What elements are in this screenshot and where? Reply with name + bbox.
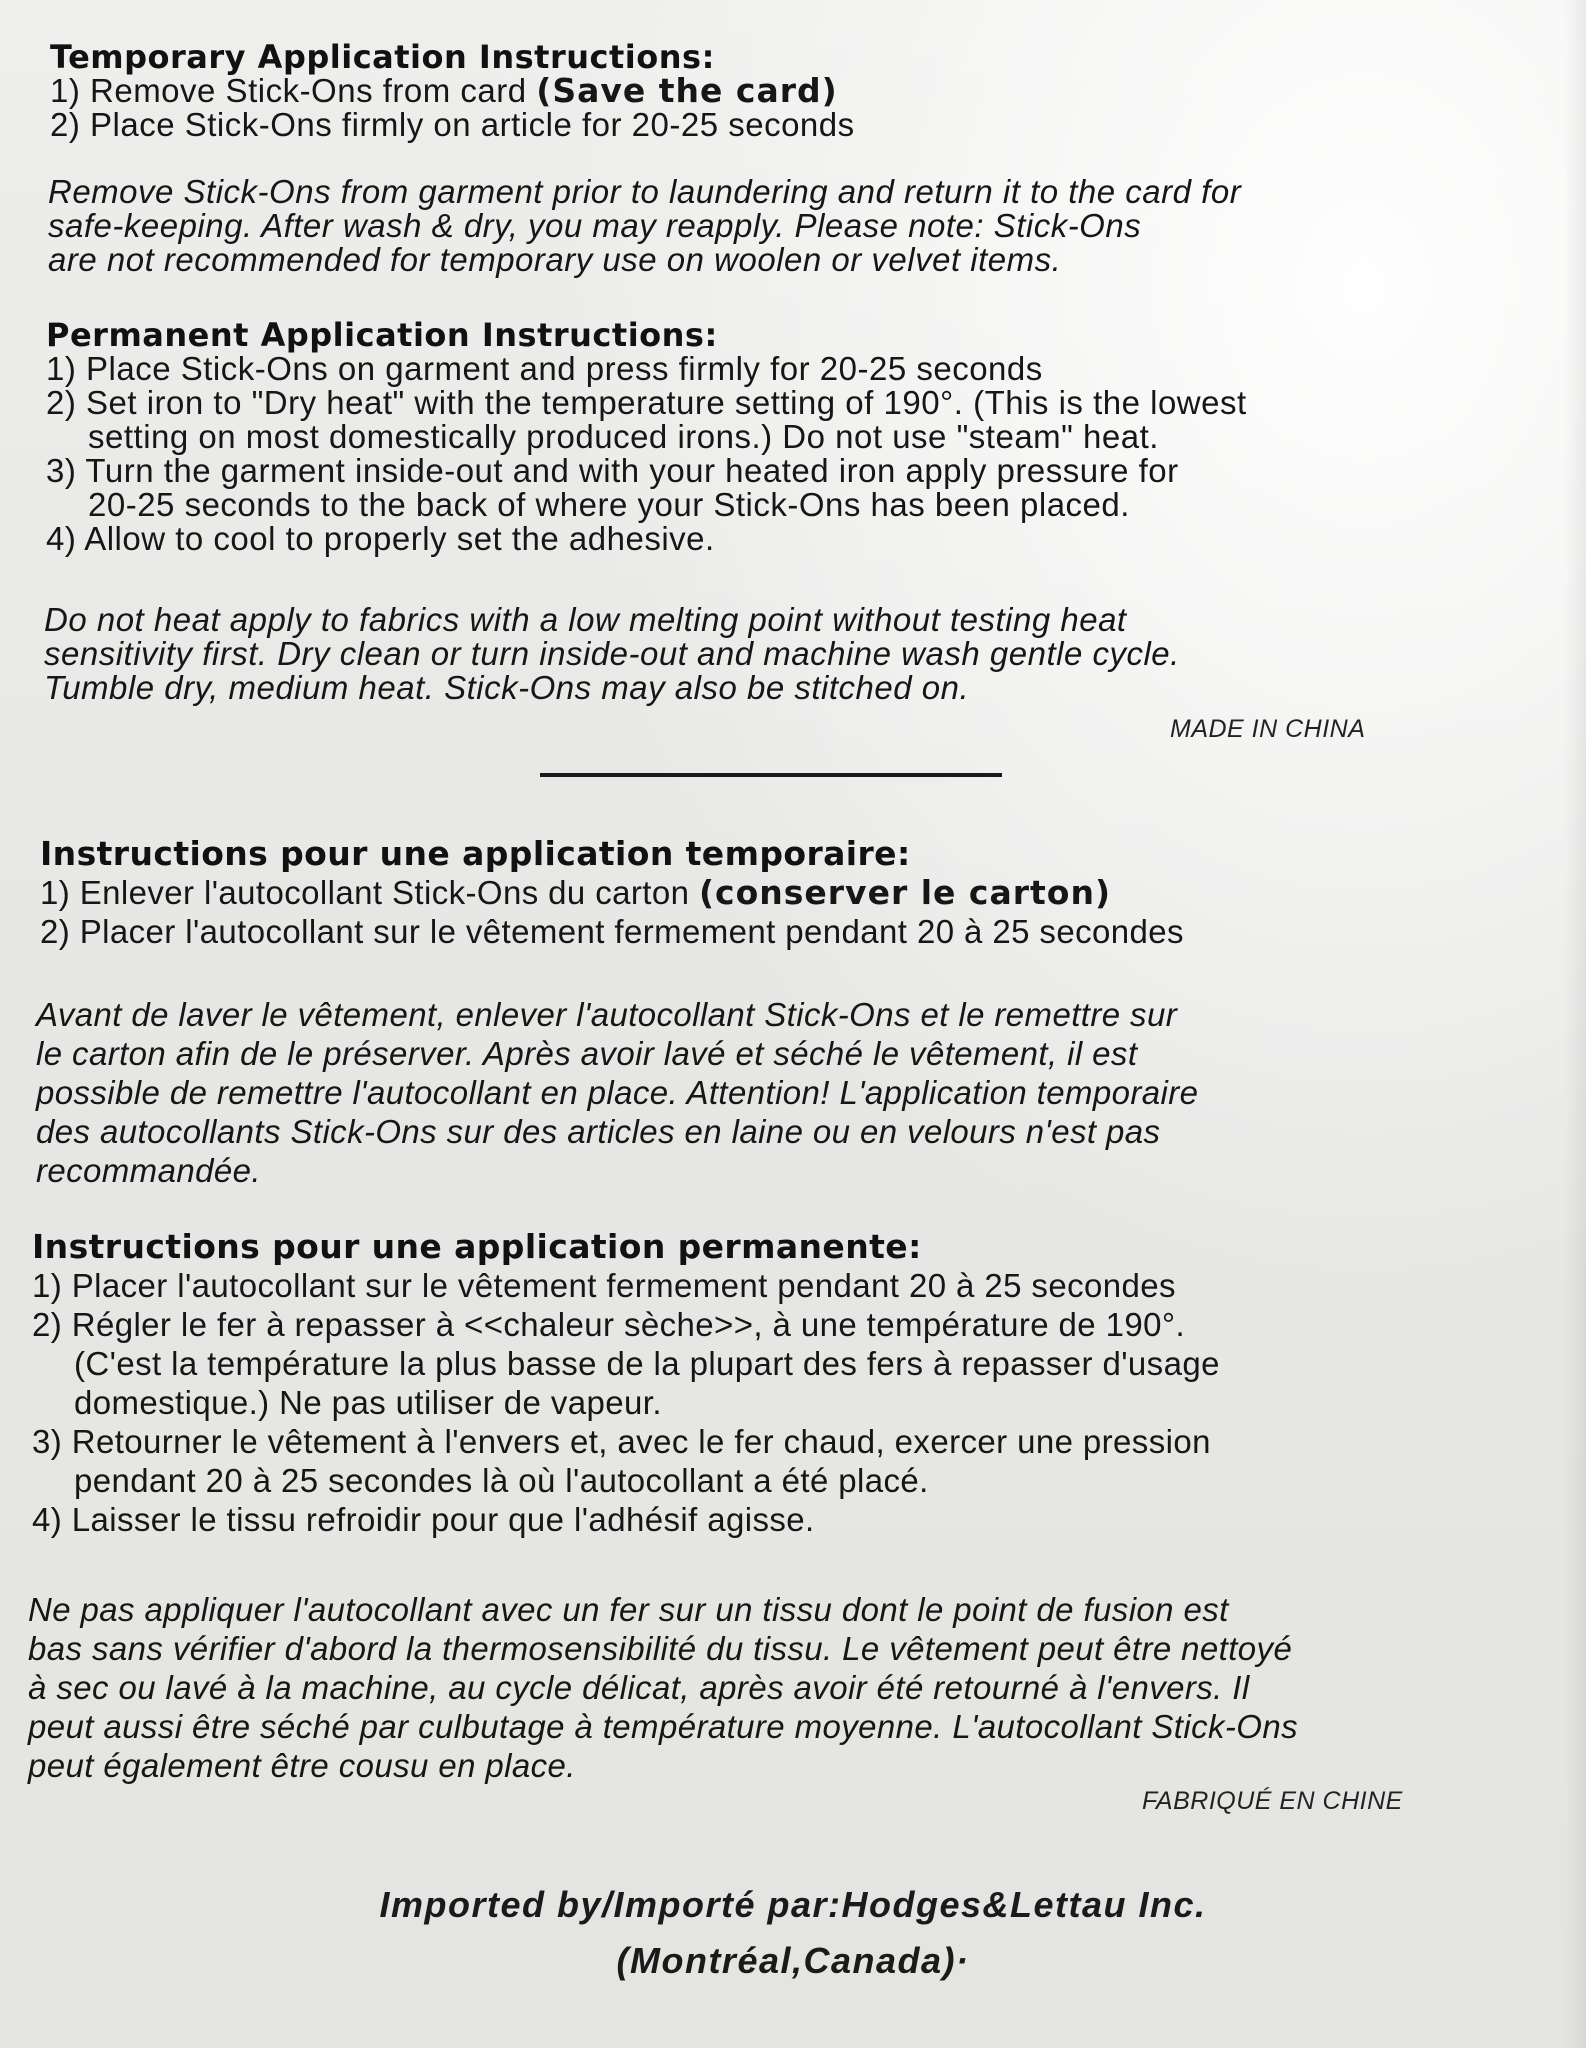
en-permanent-step-2-cont: setting on most domestically produced irons.) Do not use "steam" heat. <box>88 418 1159 455</box>
fr-permanent-step-3-cont: pendant 20 à 25 secondes là où l'autocollant a été placé. <box>74 1462 929 1499</box>
en-permanent-step-3: 3) Turn the garment inside-out and with your heated iron apply pressure for <box>46 452 1179 489</box>
fr-origin-label: FABRIQUÉ EN CHINE <box>1142 1787 1403 1815</box>
section-divider <box>540 773 1002 777</box>
en-temporary-section <box>50 40 855 142</box>
fr-temporary-section <box>40 834 1184 951</box>
en-temporary-heading: Temporary Application Instructions: <box>50 38 715 76</box>
en-laundering-note-line: safe-keeping. After wash & dry, you may reapply. Please note: Stick-Ons <box>48 207 1142 244</box>
en-permanent-section <box>46 318 1247 556</box>
fr-permanent-step-1: 1) Placer l'autocollant sur le vêtement fermement pendant 20 à 25 secondes <box>32 1267 1176 1304</box>
fr-permanent-step-2-cont: domestique.) Ne pas utiliser de vapeur. <box>74 1384 662 1421</box>
fr-heat-note-line: peut également être cousu en place. <box>28 1747 576 1784</box>
fr-laundering-note <box>36 995 1198 1190</box>
en-origin-label: MADE IN CHINA <box>1170 715 1366 743</box>
en-laundering-note <box>48 175 1241 277</box>
en-temporary-step-1-emphasis: (Save the card) <box>536 71 838 110</box>
fr-laundering-note-line: des autocollants Stick-Ons sur des articles en laine ou en velours n'est pas <box>36 1113 1161 1150</box>
en-heat-note <box>44 603 1180 705</box>
fr-permanent-step-2: 2) Régler le fer à repasser à <<chaleur sèche>>, à une température de 190°. <box>32 1306 1186 1343</box>
fr-temporary-step-1-emphasis: (conserver le carton) <box>698 873 1112 912</box>
fr-laundering-note-line: Avant de laver le vêtement, enlever l'autocollant Stick-Ons et le remettre sur <box>36 996 1178 1033</box>
en-permanent-heading: Permanent Application Instructions: <box>46 316 718 354</box>
en-laundering-note-line: are not recommended for temporary use on woolen or velvet items. <box>48 241 1062 278</box>
importer-location: (Montréal,Canada)· <box>616 1940 970 1981</box>
en-laundering-note-line: Remove Stick-Ons from garment prior to laundering and return it to the card for <box>48 173 1242 210</box>
fr-heat-note-line: peut aussi être séché par culbutage à température moyenne. L'autocollant Stick-Ons <box>28 1708 1298 1745</box>
fr-temporary-step-1 <box>40 873 1184 912</box>
importer-line: Imported by/Importé par:Hodges&Lettau Inc. <box>379 1884 1207 1925</box>
en-permanent-step-3-cont: 20-25 seconds to the back of where your Stick-Ons has been placed. <box>88 486 1130 523</box>
fr-heat-note-line: bas sans vérifier d'abord la thermosensibilité du tissu. Le vêtement peut être nettoyé <box>28 1630 1293 1667</box>
en-heat-note-line: Tumble dry, medium heat. Stick-Ons may also be stitched on. <box>44 669 970 706</box>
en-temporary-step-1-text: 1) Remove Stick-Ons from card <box>50 72 537 109</box>
en-heat-note-line: sensitivity first. Dry clean or turn inside-out and machine wash gentle cycle. <box>44 635 1180 672</box>
fr-heat-note <box>28 1590 1298 1785</box>
fr-temporary-step-2: 2) Placer l'autocollant sur le vêtement fermement pendant 20 à 25 secondes <box>40 913 1184 950</box>
en-permanent-step-1: 1) Place Stick-Ons on garment and press firmly for 20-25 seconds <box>46 350 1043 387</box>
en-temporary-step-2: 2) Place Stick-Ons firmly on article for 20-25 seconds <box>50 106 855 143</box>
fr-laundering-note-line: recommandée. <box>36 1152 261 1189</box>
en-permanent-step-2: 2) Set iron to "Dry heat" with the temperature setting of 190°. (This is the lowest <box>46 384 1247 421</box>
fr-laundering-note-line: possible de remettre l'autocollant en place. Attention! L'application temporaire <box>36 1074 1199 1111</box>
en-temporary-step-1 <box>50 71 855 110</box>
fr-permanent-step-2-cont: (C'est la température la plus basse de la plupart des fers à repasser d'usage <box>74 1345 1220 1382</box>
fr-permanent-step-3: 3) Retourner le vêtement à l'envers et, avec le fer chaud, exercer une pression <box>32 1423 1211 1460</box>
fr-permanent-step-4: 4) Laisser le tissu refroidir pour que l'adhésif agisse. <box>32 1501 815 1538</box>
fr-permanent-heading: Instructions pour une application permanente: <box>32 1227 922 1266</box>
fr-heat-note-line: Ne pas appliquer l'autocollant avec un fer sur un tissu dont le point de fusion est <box>28 1591 1229 1628</box>
fr-laundering-note-line: le carton afin de le préserver. Après avoir lavé et séché le vêtement, il est <box>36 1035 1138 1072</box>
fr-heat-note-line: à sec ou lavé à la machine, au cycle délicat, après avoir été retourné à l'envers. Il <box>28 1669 1250 1706</box>
en-heat-note-line: Do not heat apply to fabrics with a low melting point without testing heat <box>44 601 1127 638</box>
en-permanent-step-4: 4) Allow to cool to properly set the adhesive. <box>46 520 715 557</box>
fr-temporary-step-1-text: 1) Enlever l'autocollant Stick-Ons du carton <box>40 874 699 911</box>
fr-permanent-section <box>32 1227 1220 1539</box>
fr-temporary-heading: Instructions pour une application temporaire: <box>40 834 911 873</box>
